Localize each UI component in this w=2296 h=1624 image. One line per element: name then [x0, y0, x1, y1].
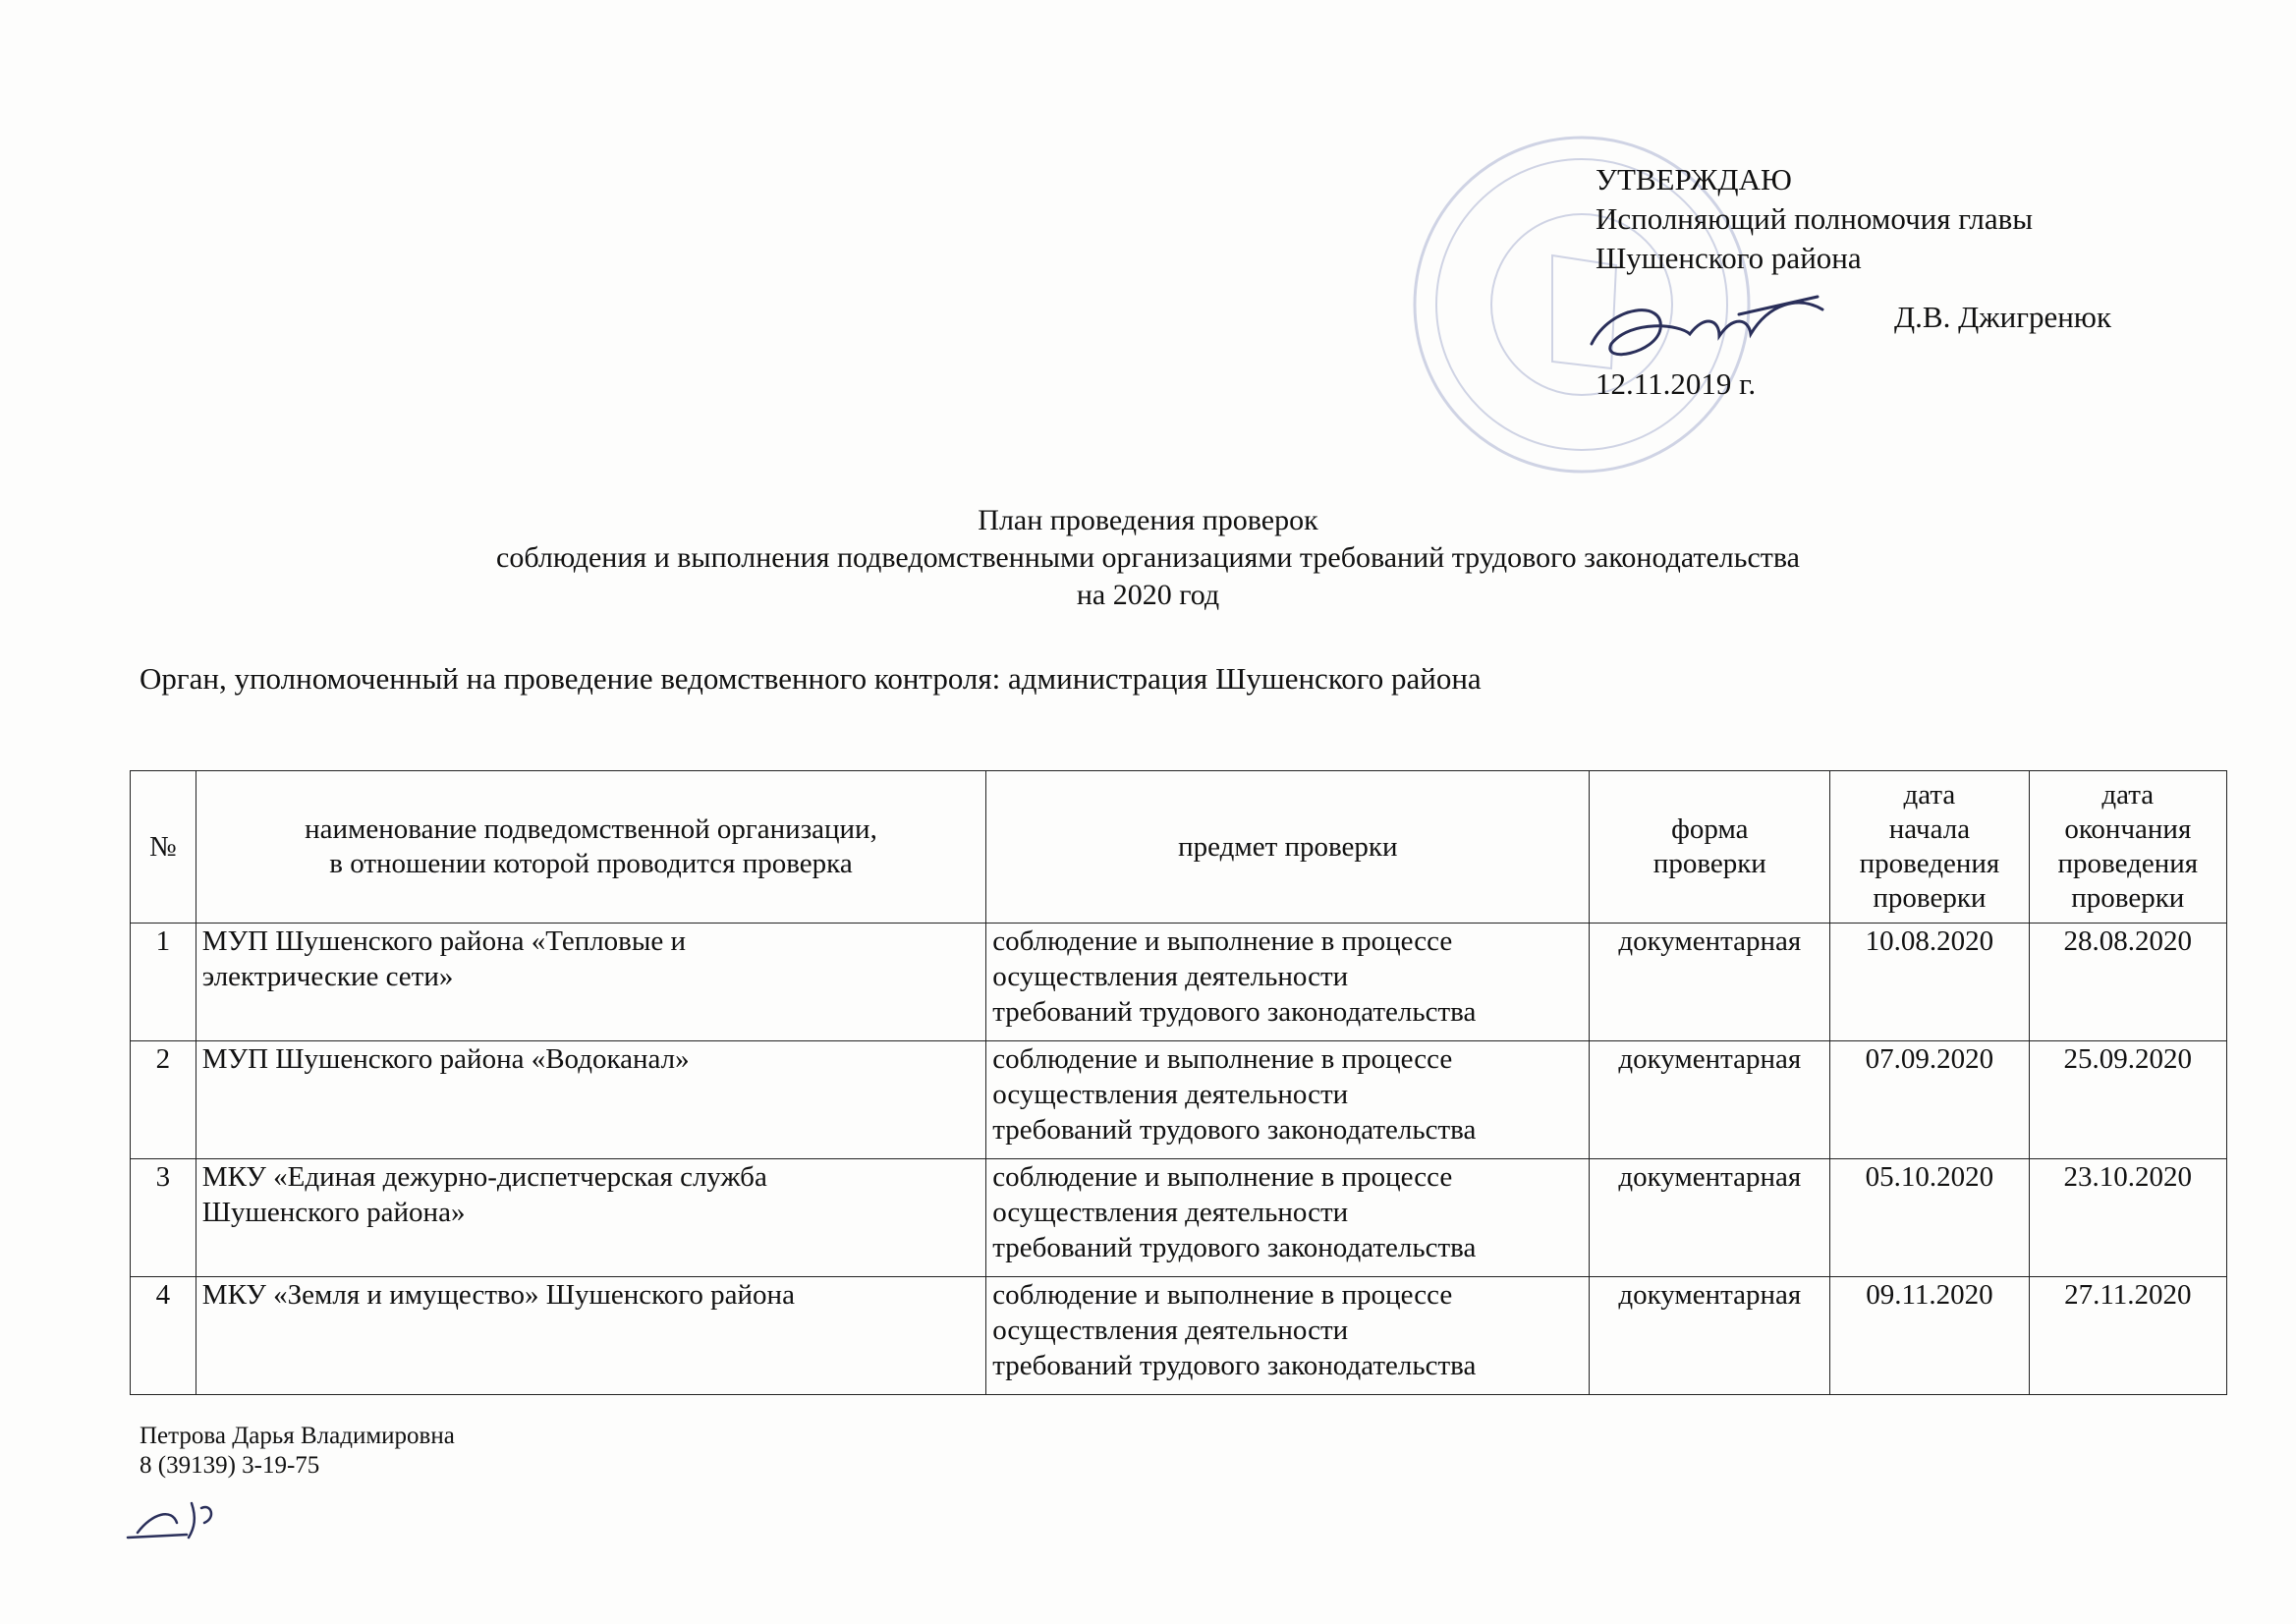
- row-subject-line1: соблюдение и выполнение в процессе: [992, 925, 1453, 957]
- row-subject-line3: требований трудового законодательства: [992, 996, 1477, 1028]
- table-header-row: [131, 771, 2227, 924]
- row-organization: [196, 1277, 985, 1395]
- row-subject-line2: осуществления деятельности: [992, 961, 1349, 992]
- header-form-line1: форма: [1671, 813, 1749, 845]
- row-organization-line1: МКУ «Земля и имущество» Шушенского района: [201, 1279, 795, 1311]
- table-row: [131, 1041, 2227, 1159]
- row-subject-line1: соблюдение и выполнение в процессе: [992, 1279, 1453, 1311]
- header-start-line4: проверки: [1873, 882, 1987, 914]
- header-start-line1: дата: [1903, 779, 1956, 811]
- row-organization: [196, 924, 985, 1041]
- table-row: [131, 1277, 2227, 1395]
- row-subject: [986, 1277, 1590, 1395]
- document-title: [0, 502, 2296, 614]
- approval-position-line1: Исполняющий полномочия главы: [1596, 201, 2034, 236]
- row-subject-line3: требований трудового законодательства: [992, 1114, 1477, 1146]
- header-end-date: [2029, 771, 2226, 924]
- row-subject: [986, 1159, 1590, 1277]
- header-end-line2: окончания: [2064, 813, 2192, 845]
- row-end-date: 27.11.2020: [2029, 1277, 2226, 1395]
- header-start-line3: проведения: [1859, 848, 2000, 879]
- row-start-date: 05.10.2020: [1830, 1159, 2029, 1277]
- row-num: 3: [131, 1159, 196, 1277]
- executor-name: Петрова Дарья Владимировна: [140, 1423, 455, 1449]
- row-organization-line1: МУП Шушенского района «Тепловые и: [201, 925, 687, 957]
- table-row: [131, 1159, 2227, 1277]
- row-subject-line3: требований трудового законодательства: [992, 1350, 1477, 1381]
- row-subject-line2: осуществления деятельности: [992, 1079, 1349, 1110]
- title-line-2: соблюдения и выполнения подведомственными организациями требований трудового законодательства: [496, 541, 1800, 574]
- title-line-3: на 2020 год: [1076, 579, 1220, 611]
- row-subject-line3: требований трудового законодательства: [992, 1232, 1477, 1263]
- header-end-line3: проведения: [2057, 848, 2199, 879]
- row-subject-line2: осуществления деятельности: [992, 1197, 1349, 1228]
- row-start-date: 09.11.2020: [1830, 1277, 2029, 1395]
- table-row: [131, 924, 2227, 1041]
- row-num: 1: [131, 924, 196, 1041]
- header-subject: предмет проверки: [986, 771, 1590, 924]
- row-form: документарная: [1590, 924, 1830, 1041]
- row-subject: [986, 924, 1590, 1041]
- authority-statement: Орган, уполномоченный на проведение ведомственного контроля: администрация Шушенского района: [140, 661, 1482, 696]
- header-organization: [196, 771, 985, 924]
- signatory-name: Д.В. Джигренюк: [1894, 300, 2112, 334]
- row-organization: [196, 1041, 985, 1159]
- header-end-line1: дата: [2101, 779, 2155, 811]
- executor-info: [140, 1422, 455, 1481]
- header-form-line2: проверки: [1652, 848, 1766, 879]
- signature-row: [1596, 282, 2146, 351]
- row-form: документарная: [1590, 1159, 1830, 1277]
- header-end-line4: проверки: [2071, 882, 2185, 914]
- row-organization-line1: МКУ «Единая дежурно-диспетчерская служба: [201, 1161, 767, 1193]
- row-subject-line1: соблюдение и выполнение в процессе: [992, 1043, 1453, 1075]
- approval-block: [1596, 160, 2146, 404]
- row-end-date: 25.09.2020: [2029, 1041, 2226, 1159]
- header-form: [1590, 771, 1830, 924]
- approval-position-line2: Шушенского района: [1596, 241, 1862, 275]
- title-line-1: План проведения проверок: [978, 504, 1318, 536]
- row-subject: [986, 1041, 1590, 1159]
- row-num: 2: [131, 1041, 196, 1159]
- approval-heading: УТВЕРЖДАЮ: [1596, 162, 1792, 196]
- row-start-date: 10.08.2020: [1830, 924, 2029, 1041]
- row-subject-line2: осуществления деятельности: [992, 1315, 1349, 1346]
- row-organization-line2: электрические сети»: [201, 961, 454, 992]
- header-num: №: [131, 771, 196, 924]
- row-form: документарная: [1590, 1277, 1830, 1395]
- header-start-date: [1830, 771, 2029, 924]
- inspection-plan-table: [130, 770, 2227, 1395]
- initials-mark: [118, 1484, 246, 1552]
- row-end-date: 23.10.2020: [2029, 1159, 2226, 1277]
- row-num: 4: [131, 1277, 196, 1395]
- header-start-line2: начала: [1888, 813, 1971, 845]
- approval-date: 12.11.2019 г.: [1596, 366, 1757, 401]
- row-organization: [196, 1159, 985, 1277]
- row-start-date: 07.09.2020: [1830, 1041, 2029, 1159]
- header-organization-line2: в отношении которой проводится проверка: [329, 848, 853, 879]
- row-subject-line1: соблюдение и выполнение в процессе: [992, 1161, 1453, 1193]
- row-form: документарная: [1590, 1041, 1830, 1159]
- header-organization-line1: наименование подведомственной организации,: [305, 813, 877, 845]
- row-end-date: 28.08.2020: [2029, 924, 2226, 1041]
- row-organization-line1: МУП Шушенского района «Водоканал»: [201, 1043, 690, 1075]
- executor-phone: 8 (39139) 3-19-75: [140, 1452, 320, 1479]
- row-organization-line2: Шушенского района»: [201, 1197, 466, 1228]
